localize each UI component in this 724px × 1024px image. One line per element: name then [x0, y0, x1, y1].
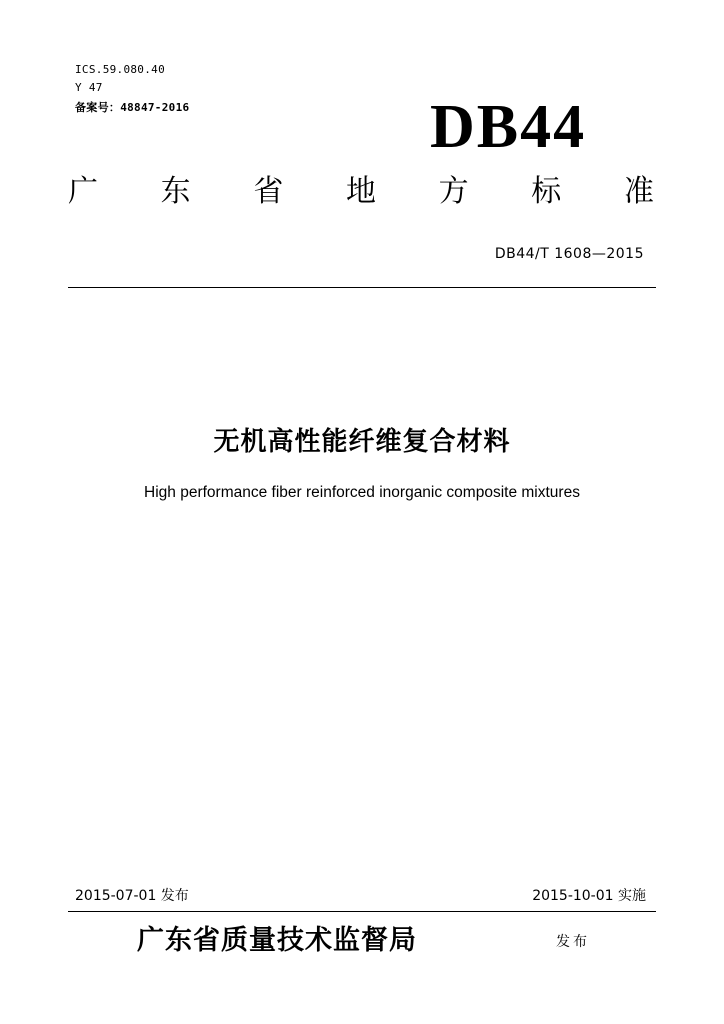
standard-type-heading — [68, 172, 654, 212]
document-title-english: High performance fiber reinforced inorganic composite mixtures — [144, 484, 580, 501]
standard-type-char: 广 — [68, 174, 98, 209]
standard-type-char: 标 — [531, 174, 562, 209]
classification-code: Y 47 — [75, 81, 103, 94]
standard-type-char: 地 — [345, 174, 376, 209]
implementation-date: 2015-10-01 实施 — [532, 888, 646, 904]
standard-number: DB44/T 1608—2015 — [494, 246, 644, 262]
issue-date: 2015-07-01 发布 — [75, 888, 189, 904]
registration-number: 备案号：48847-2016 — [75, 101, 190, 114]
standard-type-char: 东 — [160, 174, 191, 209]
document-title-chinese: 无机高性能纤维复合材料 — [213, 427, 511, 457]
ics-code: ICS.59.080.40 — [75, 63, 165, 76]
standard-type-char: 省 — [253, 174, 284, 209]
standard-type-char: 准 — [623, 174, 654, 209]
db-mark-logo: DB44 — [430, 93, 587, 161]
bottom-divider — [68, 911, 656, 912]
top-divider — [68, 287, 656, 288]
standard-type-char: 方 — [438, 174, 469, 209]
issuing-authority: 广东省质量技术监督局 — [137, 925, 417, 956]
issued-label: 发布 — [556, 934, 590, 950]
